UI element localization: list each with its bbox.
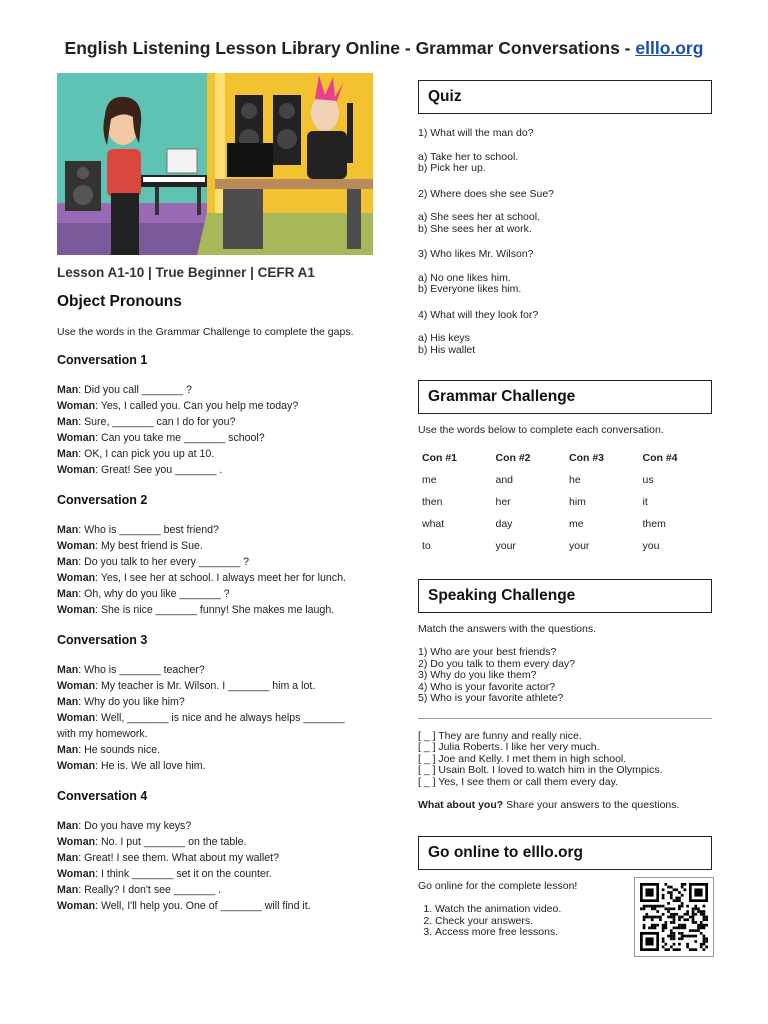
conversation-title: Conversation 3 [57, 633, 148, 647]
grammar-challenge-heading: Grammar Challenge [418, 380, 712, 414]
dialogue-text: : Great! See you _______ . [95, 464, 223, 476]
dialogue-line [57, 694, 387, 710]
dialogue-line [57, 522, 387, 538]
dialogue-line [57, 586, 387, 602]
dialogue-text: : Do you have my keys? [78, 820, 192, 832]
quiz-question: 3) Who likes Mr. Wilson? [418, 248, 534, 260]
right-column [418, 80, 714, 957]
speaking-answer: [ _ ] Yes, I see them or call them every day. [418, 775, 618, 788]
word-cell: it [642, 495, 648, 508]
dialogue-text: : My best friend is Sue. [95, 540, 203, 552]
speaker-name: Man [57, 820, 79, 832]
go-online-intro: Go online for the complete lesson! [418, 879, 578, 892]
grammar-challenge-table [418, 447, 712, 557]
word-cell: to [422, 539, 431, 552]
word-cell: her [495, 495, 511, 508]
dialogue-line [57, 882, 387, 898]
dialogue-text: : Well, _______ is nice and he always helps _______ [95, 712, 345, 724]
go-online-steps [418, 904, 577, 939]
quiz-item [418, 128, 714, 175]
conversation-title: Conversation 2 [57, 493, 148, 507]
quiz-heading: Quiz [418, 80, 712, 114]
quiz-question: 4) What will they look for? [418, 308, 539, 321]
dialogue-line [57, 758, 387, 774]
speaking-footer-text: Share your answers to the questions. [503, 799, 680, 811]
dialogue-text: : Well, I'll help you. One of _______ will find it. [95, 900, 311, 912]
word-cell: me [422, 473, 437, 486]
dialogue-text: : Do you talk to her every _______ ? [78, 556, 249, 568]
dialogue-text: : He is. We all love him. [95, 760, 206, 772]
speaker-name: Woman [57, 540, 96, 552]
quiz-item [418, 249, 714, 296]
speaking-question: 4) Who is your favorite actor? [418, 680, 556, 693]
dialogue-line [57, 538, 387, 554]
conversation-1 [57, 353, 387, 478]
dialogue-text: : Did you call _______ ? [78, 384, 192, 396]
speaking-answer: [ _ ] Julia Roberts. I like her very much. [418, 741, 600, 753]
speaker-name: Man [57, 588, 79, 600]
step-item: 3. Access more free lessons. [435, 927, 577, 939]
dialogue-line [57, 602, 387, 618]
conversation-4 [57, 789, 387, 914]
speaker-name: Woman [57, 680, 96, 692]
dialogue-line [57, 834, 387, 850]
quiz-option-a: a) Take her to school. [418, 150, 519, 163]
dialogue-text: with my homework. [57, 728, 148, 740]
illustration-svg [57, 73, 373, 255]
speaking-challenge-heading: Speaking Challenge [418, 579, 712, 613]
dialogue-line [57, 850, 387, 866]
dialogue-text: : I think _______ set it on the counter. [95, 868, 272, 880]
speaking-question: 5) Who is your favorite athlete? [418, 692, 564, 704]
table-row [418, 513, 712, 535]
word-cell: and [495, 473, 514, 486]
dialogue-text: : Great! I see them. What about my wallet? [78, 852, 279, 864]
speaker-name: Man [57, 556, 79, 568]
page-title [0, 38, 768, 59]
conversation-2 [57, 493, 387, 618]
dialogue-line [57, 710, 387, 726]
quiz-item [418, 189, 714, 236]
dialogue-text: : No. I put _______ on the table. [95, 836, 247, 848]
page-title-text: English Listening Lesson Library Online - Grammar Conversations - [64, 38, 631, 58]
quiz-option-a: a) His keys [418, 332, 470, 344]
go-online-heading: Go online to elllo.org [418, 836, 712, 870]
step-item: 1. Watch the animation video. [435, 904, 577, 916]
speaking-questions [418, 647, 714, 705]
speaker-name: Woman [57, 572, 96, 584]
conversation-title: Conversation 1 [57, 353, 148, 367]
speaker-name: Man [57, 852, 79, 864]
dialogue-text: : She is nice _______ funny! She makes me laugh. [95, 604, 335, 616]
word-cell: your [495, 539, 516, 552]
elllo-link[interactable]: elllo.org [635, 38, 704, 58]
dialogue-text: : Yes, I see her at school. I always meet her for lunch. [95, 572, 346, 584]
speaker-name: Woman [57, 836, 96, 848]
conversations [57, 353, 387, 914]
word-cell: us [642, 473, 654, 486]
quiz-item [418, 310, 714, 357]
speaker-name: Man [57, 664, 79, 676]
speaker-name: Man [57, 524, 79, 536]
speaker-name: Man [57, 416, 79, 428]
word-cell: day [495, 517, 513, 530]
step-item: 2. Check your answers. [435, 916, 577, 928]
speaker-name: Man [57, 744, 79, 756]
dialogue-line [57, 414, 387, 430]
word-cell: your [569, 539, 590, 552]
go-online-text [418, 877, 577, 957]
word-cell: him [569, 495, 586, 508]
qr-code[interactable] [634, 877, 714, 957]
dialogue-text: : He sounds nice. [78, 744, 161, 756]
dialogue-line [57, 726, 387, 742]
speaker-name: Woman [57, 900, 96, 912]
dialogue-line [57, 570, 387, 586]
lesson-meta: Lesson A1-10 | True Beginner | CEFR A1 [57, 265, 315, 280]
speaking-challenge-instructions: Match the answers with the questions. [418, 622, 597, 635]
word-cell: he [569, 473, 581, 486]
quiz-question: 2) Where does she see Sue? [418, 187, 554, 200]
dialogue-text: : OK, I can pick you up at 10. [78, 448, 215, 460]
column-header: Con #2 [495, 451, 531, 464]
dialogue-text: : Can you take me _______ school? [95, 432, 265, 444]
quiz-option-b: b) Pick her up. [418, 162, 486, 174]
speaker-name: Woman [57, 400, 96, 412]
go-online-section [418, 877, 714, 957]
word-cell: you [642, 539, 660, 552]
dialogue-text: : Who is _______ best friend? [78, 524, 219, 536]
dialogue-text: : My teacher is Mr. Wilson. I _______ him a lot. [95, 680, 316, 692]
dialogue-text: : Oh, why do you like _______ ? [78, 588, 230, 600]
grammar-challenge-body [418, 469, 712, 557]
left-column [57, 73, 387, 914]
quiz-question: 1) What will the man do? [418, 127, 534, 139]
speaking-question: 3) Why do you like them? [418, 669, 537, 681]
table-row [418, 491, 712, 513]
speaker-name: Woman [57, 712, 96, 724]
column-header: Con #3 [569, 451, 605, 464]
dialogue-line [57, 742, 387, 758]
column-header: Con #4 [642, 451, 678, 464]
table-row [418, 469, 712, 491]
conversation-3 [57, 633, 387, 774]
dialogue-line [57, 898, 387, 914]
speaker-name: Man [57, 448, 79, 460]
lesson-illustration [57, 73, 373, 255]
speaker-name: Woman [57, 432, 96, 444]
lesson-topic: Object Pronouns [57, 293, 182, 310]
speaker-name: Man [57, 384, 79, 396]
speaking-answer: [ _ ] They are funny and really nice. [418, 729, 582, 742]
quiz-list [418, 128, 714, 356]
speaker-name: Man [57, 696, 79, 708]
quiz-option-b: b) His wallet [418, 343, 476, 356]
dialogue-line [57, 398, 387, 414]
speaker-name: Woman [57, 604, 96, 616]
word-cell: then [422, 495, 443, 508]
dialogue-text: : Who is _______ teacher? [78, 664, 205, 676]
word-cell: what [422, 517, 445, 530]
dialogue-line [57, 382, 387, 398]
grammar-challenge-instructions: Use the words below to complete each conversation. [418, 424, 664, 436]
speaking-question: 1) Who are your best friends? [418, 646, 557, 658]
quiz-option-a: a) She sees her at school. [418, 211, 540, 223]
dialogue-line [57, 866, 387, 882]
dialogue-line [57, 554, 387, 570]
qr-code-icon [640, 883, 708, 951]
dialogue-text: : Yes, I called you. Can you help me today? [95, 400, 299, 412]
quiz-option-b: b) Everyone likes him. [418, 283, 522, 295]
speaking-footer [418, 800, 714, 812]
dialogue-line [57, 430, 387, 446]
divider [418, 718, 712, 719]
grammar-challenge-header-row [418, 447, 712, 469]
quiz-option-b: b) She sees her at work. [418, 222, 532, 235]
quiz-option-a: a) No one likes him. [418, 271, 511, 284]
table-row [418, 535, 712, 557]
dialogue-line [57, 446, 387, 462]
lesson-instructions: Use the words in the Grammar Challenge to complete the gaps. [57, 326, 354, 338]
speaking-answers [418, 731, 714, 789]
dialogue-line [57, 662, 387, 678]
speaking-answer: [ _ ] Usain Bolt. I loved to watch him in the Olympics. [418, 764, 663, 776]
dialogue-text: : Really? I don't see _______ . [78, 884, 221, 896]
word-cell: them [642, 517, 666, 530]
dialogue-line [57, 462, 387, 478]
conversation-title: Conversation 4 [57, 789, 148, 803]
word-cell: me [569, 517, 584, 530]
speaker-name: Woman [57, 760, 96, 772]
speaking-question: 2) Do you talk to them every day? [418, 657, 575, 670]
speaker-name: Woman [57, 868, 96, 880]
dialogue-line [57, 678, 387, 694]
speaking-answer: [ _ ] Joe and Kelly. I met them in high school. [418, 752, 627, 765]
dialogue-line [57, 818, 387, 834]
dialogue-text: : Sure, _______ can I do for you? [78, 416, 236, 428]
dialogue-text: : Why do you like him? [78, 696, 185, 708]
speaker-name: Man [57, 884, 79, 896]
speaking-footer-bold: What about you? [418, 799, 504, 811]
speaker-name: Woman [57, 464, 96, 476]
column-header: Con #1 [422, 451, 458, 464]
